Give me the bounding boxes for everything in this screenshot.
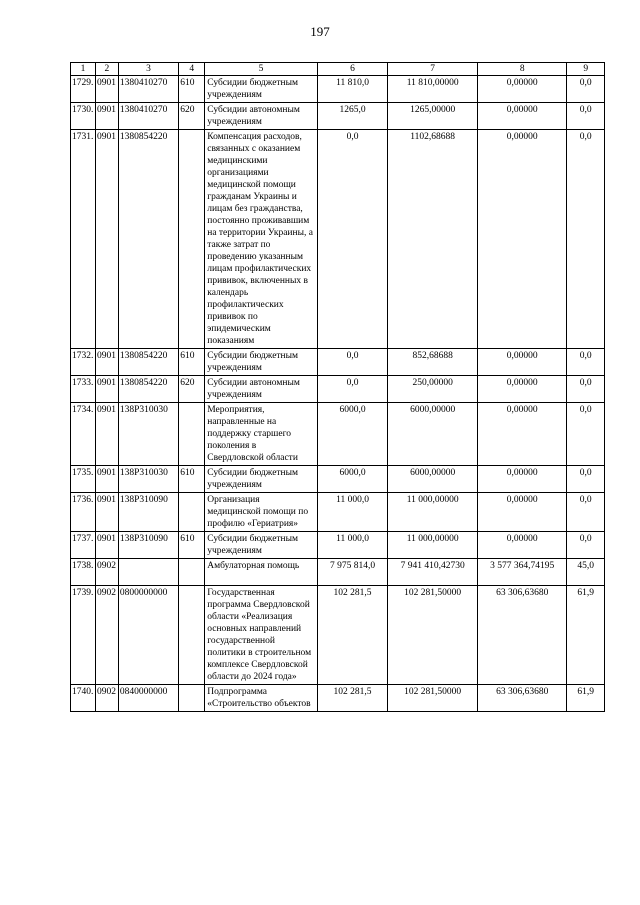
expense-type xyxy=(179,130,205,349)
row-number: 1736. xyxy=(71,493,96,532)
row-number: 1740. xyxy=(71,685,96,712)
row-number: 1737. xyxy=(71,532,96,559)
row-number: 1739. xyxy=(71,586,96,685)
row-name: Компенсация расходов, связанных с оказанием медицинскими организациями медицинской помощи гражданам Украины и лицам без гражданства, постоянно проживавшим на территории Украины, а также затрат по проведению указанным лицам профилактических прививок, включенных в календарь профилактических прививок по эпидемическим показаниям xyxy=(205,130,317,349)
col6-value: 6000,0 xyxy=(317,403,388,466)
target-code: 138P310030 xyxy=(118,466,178,493)
target-code: 1380410270 xyxy=(118,76,178,103)
col6-value: 11 810,0 xyxy=(317,76,388,103)
section-code: 0902 xyxy=(95,586,118,685)
row-number: 1729. xyxy=(71,76,96,103)
col-header: 3 xyxy=(118,63,178,76)
col7-value: 102 281,50000 xyxy=(388,586,478,685)
col8-value: 3 577 364,74195 xyxy=(477,559,567,586)
col9-value: 0,0 xyxy=(567,466,605,493)
target-code: 1380410270 xyxy=(118,103,178,130)
expense-type: 620 xyxy=(179,376,205,403)
expense-type: 620 xyxy=(179,103,205,130)
table-row xyxy=(71,586,605,685)
target-code: 138P310090 xyxy=(118,532,178,559)
table-row xyxy=(71,376,605,403)
col9-value: 61,9 xyxy=(567,586,605,685)
col8-value: 63 306,63680 xyxy=(477,685,567,712)
target-code: 138P310030 xyxy=(118,403,178,466)
col-header: 5 xyxy=(205,63,317,76)
col9-value: 0,0 xyxy=(567,103,605,130)
row-name: Организация медицинской помощи по профилю «Гериатрия» xyxy=(205,493,317,532)
col-header: 2 xyxy=(95,63,118,76)
col9-value: 45,0 xyxy=(567,559,605,586)
col8-value: 0,00000 xyxy=(477,493,567,532)
col6-value: 11 000,0 xyxy=(317,532,388,559)
target-code: 0800000000 xyxy=(118,586,178,685)
col8-value: 0,00000 xyxy=(477,403,567,466)
col8-value: 0,00000 xyxy=(477,349,567,376)
expense-type: 610 xyxy=(179,349,205,376)
table-row xyxy=(71,349,605,376)
col9-value: 0,0 xyxy=(567,493,605,532)
col7-value: 1102,68688 xyxy=(388,130,478,349)
section-code: 0902 xyxy=(95,685,118,712)
expense-type: 610 xyxy=(179,76,205,103)
budget-table xyxy=(70,62,605,712)
expense-type xyxy=(179,685,205,712)
table-row xyxy=(71,493,605,532)
table-header-row xyxy=(71,63,605,76)
col7-value: 6000,00000 xyxy=(388,466,478,493)
col-header: 1 xyxy=(71,63,96,76)
row-number: 1731. xyxy=(71,130,96,349)
col6-value: 102 281,5 xyxy=(317,685,388,712)
row-number: 1734. xyxy=(71,403,96,466)
section-code: 0901 xyxy=(95,376,118,403)
section-code: 0901 xyxy=(95,349,118,376)
table-row xyxy=(71,130,605,349)
col6-value: 1265,0 xyxy=(317,103,388,130)
expense-type xyxy=(179,493,205,532)
col8-value: 0,00000 xyxy=(477,376,567,403)
row-number: 1735. xyxy=(71,466,96,493)
row-name: Субсидии бюджетным учреждениям xyxy=(205,532,317,559)
col6-value: 102 281,5 xyxy=(317,586,388,685)
table-row xyxy=(71,76,605,103)
table-row xyxy=(71,559,605,586)
col6-value: 0,0 xyxy=(317,130,388,349)
expense-type xyxy=(179,586,205,685)
section-code: 0901 xyxy=(95,466,118,493)
expense-type: 610 xyxy=(179,466,205,493)
table-row xyxy=(71,403,605,466)
row-name: Субсидии бюджетным учреждениям xyxy=(205,466,317,493)
col9-value: 0,0 xyxy=(567,376,605,403)
page-number: 197 xyxy=(310,24,330,39)
row-name: Мероприятия, направленные на поддержку старшего поколения в Свердловской области xyxy=(205,403,317,466)
row-number: 1732. xyxy=(71,349,96,376)
row-name: Субсидии бюджетным учреждениям xyxy=(205,76,317,103)
col9-value: 0,0 xyxy=(567,403,605,466)
table-row xyxy=(71,532,605,559)
col9-value: 61,9 xyxy=(567,685,605,712)
col8-value: 0,00000 xyxy=(477,103,567,130)
target-code: 1380854220 xyxy=(118,349,178,376)
col8-value: 0,00000 xyxy=(477,76,567,103)
target-code: 1380854220 xyxy=(118,376,178,403)
section-code: 0901 xyxy=(95,130,118,349)
target-code xyxy=(118,559,178,586)
col7-value: 11 000,00000 xyxy=(388,532,478,559)
section-code: 0901 xyxy=(95,103,118,130)
row-number: 1738. xyxy=(71,559,96,586)
row-number: 1733. xyxy=(71,376,96,403)
col-header: 6 xyxy=(317,63,388,76)
col8-value: 0,00000 xyxy=(477,466,567,493)
col7-value: 852,68688 xyxy=(388,349,478,376)
col-header: 7 xyxy=(388,63,478,76)
expense-type xyxy=(179,403,205,466)
row-name: Субсидии автономным учреждениям xyxy=(205,103,317,130)
section-code: 0901 xyxy=(95,532,118,559)
row-name: Субсидии бюджетным учреждениям xyxy=(205,349,317,376)
target-code: 1380854220 xyxy=(118,130,178,349)
col7-value: 7 941 410,42730 xyxy=(388,559,478,586)
col6-value: 7 975 814,0 xyxy=(317,559,388,586)
col6-value: 6000,0 xyxy=(317,466,388,493)
row-name: Подпрограмма «Строительство объектов xyxy=(205,685,317,712)
col6-value: 11 000,0 xyxy=(317,493,388,532)
col7-value: 11 000,00000 xyxy=(388,493,478,532)
expense-type: 610 xyxy=(179,532,205,559)
section-code: 0902 xyxy=(95,559,118,586)
expense-type xyxy=(179,559,205,586)
col8-value: 63 306,63680 xyxy=(477,586,567,685)
col7-value: 1265,00000 xyxy=(388,103,478,130)
col9-value: 0,0 xyxy=(567,349,605,376)
col-header: 4 xyxy=(179,63,205,76)
col9-value: 0,0 xyxy=(567,76,605,103)
col6-value: 0,0 xyxy=(317,376,388,403)
row-number: 1730. xyxy=(71,103,96,130)
row-name: Субсидии автономным учреждениям xyxy=(205,376,317,403)
section-code: 0901 xyxy=(95,403,118,466)
col7-value: 6000,00000 xyxy=(388,403,478,466)
col8-value: 0,00000 xyxy=(477,130,567,349)
col9-value: 0,0 xyxy=(567,130,605,349)
table-row xyxy=(71,466,605,493)
section-code: 0901 xyxy=(95,76,118,103)
row-name: Амбулаторная помощь xyxy=(205,559,317,586)
target-code: 0840000000 xyxy=(118,685,178,712)
col8-value: 0,00000 xyxy=(477,532,567,559)
col9-value: 0,0 xyxy=(567,532,605,559)
section-code: 0901 xyxy=(95,493,118,532)
col7-value: 250,00000 xyxy=(388,376,478,403)
col7-value: 102 281,50000 xyxy=(388,685,478,712)
table-row xyxy=(71,685,605,712)
col6-value: 0,0 xyxy=(317,349,388,376)
col7-value: 11 810,00000 xyxy=(388,76,478,103)
row-name: Государственная программа Свердловской области «Реализация основных направлений государственной политики в строительном комплексе Свердловской области до 2024 года» xyxy=(205,586,317,685)
col-header: 9 xyxy=(567,63,605,76)
col-header: 8 xyxy=(477,63,567,76)
target-code: 138P310090 xyxy=(118,493,178,532)
table-row xyxy=(71,103,605,130)
